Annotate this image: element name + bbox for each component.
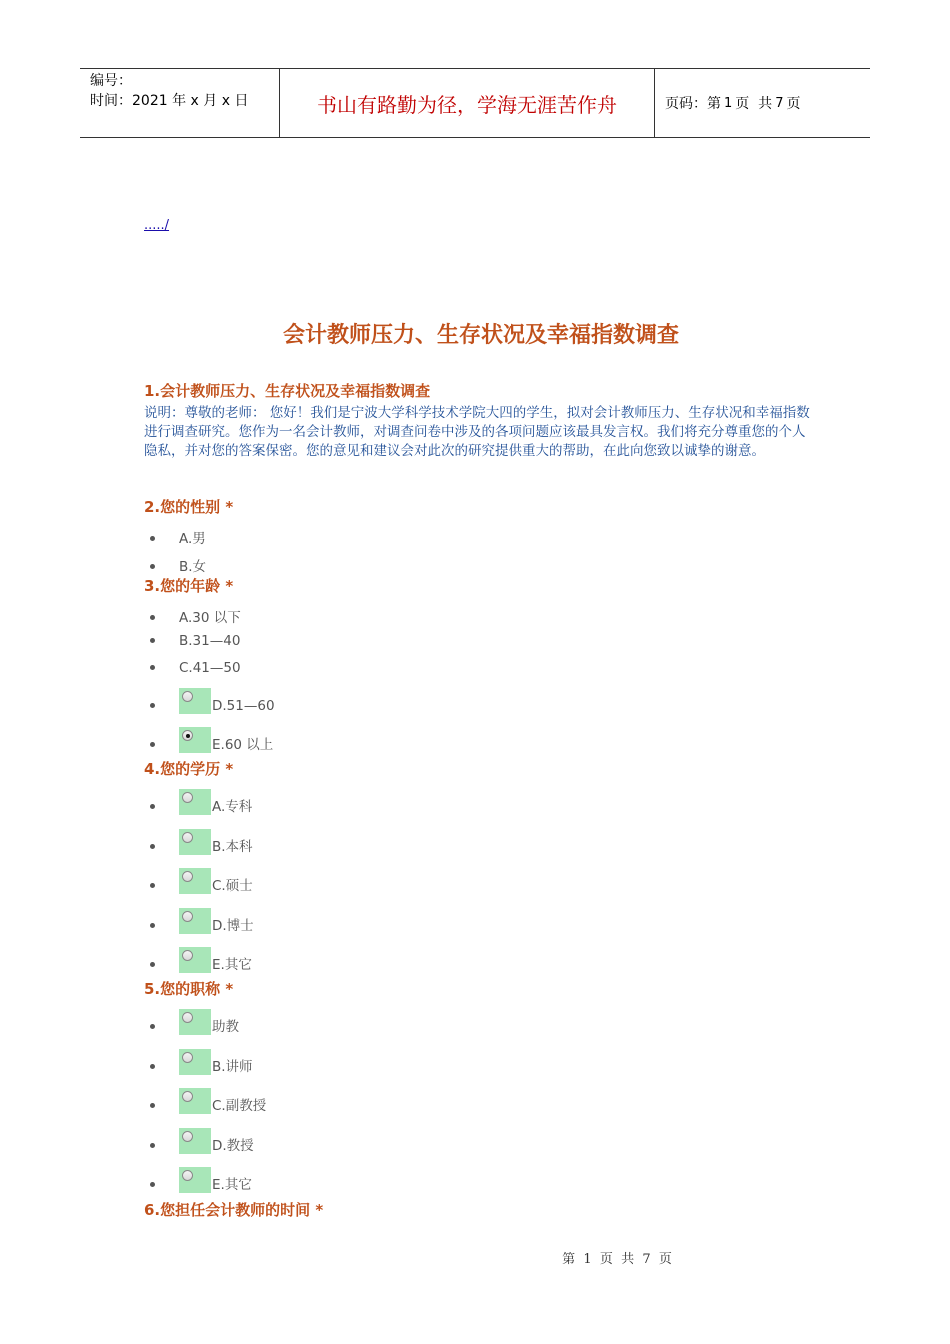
radio-button[interactable] bbox=[179, 1167, 211, 1193]
back-link[interactable]: ...../ bbox=[144, 218, 170, 233]
header-motto: 书山有路勤为径，学海无涯苦作舟 bbox=[280, 69, 655, 137]
option-label: D.教授 bbox=[212, 1138, 254, 1154]
option-item[interactable] bbox=[150, 829, 253, 855]
question-label: 6.您担任会计教师的时间 bbox=[144, 1201, 311, 1219]
question-label: 3.您的年龄 bbox=[144, 577, 221, 595]
option-item[interactable] bbox=[150, 633, 240, 649]
option-item[interactable] bbox=[150, 688, 275, 714]
option-label: D.博士 bbox=[212, 918, 254, 934]
radio-button[interactable] bbox=[179, 1009, 211, 1035]
radio-button[interactable] bbox=[179, 947, 211, 973]
option-label: C.副教授 bbox=[212, 1098, 267, 1114]
bullet-icon bbox=[150, 1064, 155, 1069]
option-item[interactable] bbox=[150, 1009, 239, 1035]
question-label: 5.您的职称 bbox=[144, 980, 221, 998]
option-label: B.本科 bbox=[212, 839, 253, 855]
header-table bbox=[80, 68, 870, 138]
bullet-icon bbox=[150, 615, 155, 620]
option-label: E.其它 bbox=[212, 1177, 252, 1193]
option-item[interactable] bbox=[150, 908, 254, 934]
radio-button[interactable] bbox=[179, 908, 211, 934]
page-suffix: 页 bbox=[786, 96, 801, 112]
question-education bbox=[144, 758, 233, 779]
option-label: B.女 bbox=[179, 559, 207, 575]
option-label: 助教 bbox=[212, 1019, 239, 1035]
option-label: D.51—60 bbox=[212, 698, 275, 714]
option-item[interactable] bbox=[150, 606, 241, 626]
option-label: B.讲师 bbox=[212, 1059, 253, 1075]
header-meta bbox=[80, 69, 280, 137]
radio-button[interactable] bbox=[179, 1049, 211, 1075]
radio-button[interactable] bbox=[179, 829, 211, 855]
radio-button[interactable] bbox=[179, 789, 211, 815]
question-age bbox=[144, 575, 233, 596]
option-item[interactable] bbox=[150, 1128, 254, 1154]
option-item[interactable] bbox=[150, 947, 252, 973]
option-item[interactable] bbox=[150, 527, 206, 547]
option-label: A.专科 bbox=[212, 799, 253, 815]
required-star: * bbox=[310, 1201, 324, 1219]
bullet-icon bbox=[150, 1024, 155, 1029]
bullet-icon bbox=[150, 564, 155, 569]
option-label: C.硕士 bbox=[212, 878, 253, 894]
option-item[interactable] bbox=[150, 660, 241, 676]
page-prefix: 页码：第 bbox=[665, 96, 721, 112]
page-mid: 页 共 bbox=[735, 96, 773, 112]
option-label: A.男 bbox=[179, 531, 206, 547]
option-label: C.41—50 bbox=[179, 660, 241, 676]
bullet-icon bbox=[150, 742, 155, 747]
bullet-icon bbox=[150, 1103, 155, 1108]
bullet-icon bbox=[150, 804, 155, 809]
option-label: E.60 以上 bbox=[212, 737, 274, 753]
question-label: 4.您的学历 bbox=[144, 760, 221, 778]
required-star: * bbox=[220, 498, 234, 516]
option-label: A.30 以下 bbox=[179, 610, 241, 626]
option-label: E.其它 bbox=[212, 957, 252, 973]
option-item[interactable] bbox=[150, 1167, 252, 1193]
option-label: B.31—40 bbox=[179, 633, 241, 649]
option-item[interactable] bbox=[150, 1088, 266, 1114]
bullet-icon bbox=[150, 536, 155, 541]
required-star: * bbox=[220, 760, 234, 778]
intro-text: 说明：尊敬的老师： 您好！我们是宁波大学科学技术学院大四的学生，拟对会计教师压力、生存状况和幸福指数进行调查研究。您作为一名会计教师，对调查问卷中涉及的各项问题应该最具发言权。我们将充分尊重您的个人隐私，并对您的答案保密。您的意见和建议会对此次的研究提供重大的帮助，在此向您致以诚挚的谢意。 bbox=[144, 405, 810, 459]
question-label: 2.您的性别 bbox=[144, 498, 221, 516]
bullet-icon bbox=[150, 638, 155, 643]
date-label: 时间：2021 年 x 月 x 日 bbox=[90, 93, 249, 109]
page-num: 1 bbox=[724, 95, 733, 111]
bullet-icon bbox=[150, 665, 155, 670]
bullet-icon bbox=[150, 703, 155, 708]
radio-button[interactable] bbox=[179, 1128, 211, 1154]
radio-button-selected[interactable] bbox=[179, 727, 211, 753]
bullet-icon bbox=[150, 883, 155, 888]
option-item[interactable] bbox=[150, 868, 253, 894]
option-item[interactable] bbox=[150, 727, 273, 753]
page-total: 7 bbox=[775, 95, 784, 111]
page-footer: 第 1 页 共 7 页 bbox=[562, 1252, 672, 1267]
radio-button[interactable] bbox=[179, 868, 211, 894]
bullet-icon bbox=[150, 962, 155, 967]
bullet-icon bbox=[150, 1143, 155, 1148]
required-star: * bbox=[220, 577, 234, 595]
header-page-info bbox=[655, 69, 870, 137]
page-title: 会计教师压力、生存状况及幸福指数调查 bbox=[282, 323, 679, 348]
radio-button[interactable] bbox=[179, 1088, 211, 1114]
radio-button[interactable] bbox=[179, 688, 211, 714]
bullet-icon bbox=[150, 1182, 155, 1187]
option-item[interactable] bbox=[150, 555, 206, 575]
intro-heading: 1.会计教师压力、生存状况及幸福指数调查 bbox=[144, 382, 431, 400]
number-label: 编号： bbox=[90, 73, 132, 89]
bullet-icon bbox=[150, 844, 155, 849]
required-star: * bbox=[220, 980, 234, 998]
option-item[interactable] bbox=[150, 789, 252, 815]
question-title-rank bbox=[144, 978, 233, 999]
bullet-icon bbox=[150, 923, 155, 928]
question-teaching-years bbox=[144, 1199, 323, 1220]
question-gender bbox=[144, 496, 233, 517]
option-item[interactable] bbox=[150, 1049, 253, 1075]
